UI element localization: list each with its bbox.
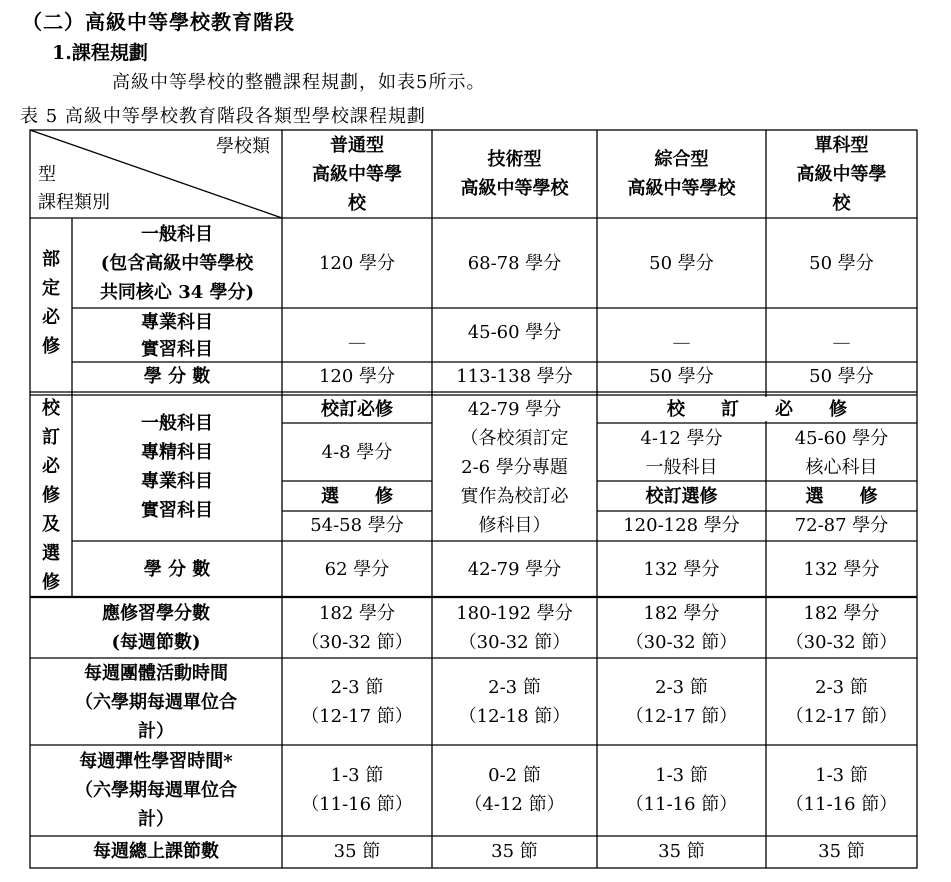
group-school-label: 校 訂 必 修 及 選 修: [42, 398, 60, 593]
corner-mid-label: 型: [38, 164, 56, 185]
professional-credit-cell: —: [348, 332, 366, 353]
flexible-learning-cell: 1-3 節 （11-16 節）: [301, 765, 413, 815]
weekly-total-cell: 35 節: [491, 841, 538, 862]
total-credits-label: 應修習學分數 (每週節數): [102, 603, 210, 653]
elective-header: 選 修: [321, 486, 393, 507]
weekly-total-label: 每週總上課節數: [93, 841, 219, 862]
professional-credit-cell: —: [832, 332, 851, 353]
school-subjects-label: 一般科目 專精科目 專業科目 實習科目: [141, 413, 213, 521]
flexible-learning-cell: 0-2 節 （4-12 節）: [464, 765, 565, 815]
group-activity-label: 每週團體活動時間 （六學期每週單位合 計）: [75, 663, 237, 742]
group-required-label: 部 定 必 修: [42, 249, 60, 357]
flexible-learning-label: 每週彈性學習時間* （六學期每週單位合 計）: [75, 751, 237, 830]
column-header-specialized: 單科型 高級中等學 校: [796, 135, 887, 214]
weekly-total-cell: 35 節: [658, 841, 705, 862]
required-credits-cell: 50 學分: [649, 366, 714, 387]
general-credit-cell: 50 學分: [809, 253, 874, 274]
professional-credit-cell: —: [672, 332, 691, 353]
technical-school-credit-note: 42-79 學分 （各校須訂定 2-6 學分專題 實作為校訂必 修科目）: [460, 399, 569, 536]
subsection-heading: 1.課程規劃: [52, 42, 148, 64]
school-credits-cell: 42-79 學分: [467, 559, 562, 580]
general-subject-label: 一般科目 (包含高級中等學校 共同核心 34 學分): [99, 224, 255, 303]
general-credit-cell: 50 學分: [649, 253, 714, 274]
elective-credit: 54-58 學分: [310, 515, 404, 536]
professional-subject-label: 專業科目 實習科目: [141, 312, 213, 360]
general-credit-cell: 120 學分: [318, 253, 396, 274]
weekly-total-cell: 35 節: [818, 841, 865, 862]
group-activity-cell: 2-3 節 （12-18 節）: [458, 677, 571, 727]
school-credits-cell: 132 學分: [643, 559, 720, 580]
school-required-credit: 4-8 學分: [321, 442, 393, 463]
column-header-comprehensive: 綜合型 高級中等學校: [627, 149, 736, 199]
total-credits-cell: 182 學分 （30-32 節）: [301, 603, 413, 653]
corner-bottom-label: 課程類別: [38, 192, 110, 213]
corner-top-label: 學校類: [216, 136, 270, 157]
group-activity-cell: 2-3 節 （12-17 節）: [785, 677, 898, 727]
school-credits-cell: 132 學分: [803, 559, 880, 580]
weekly-total-cell: 35 節: [333, 841, 381, 862]
column-header-technical: 技術型 高級中等學校: [460, 149, 569, 199]
general-credit-cell: 68-78 學分: [467, 253, 562, 274]
table-caption: 表 5 高級中等學校教育階段各類型學校課程規劃: [20, 106, 426, 127]
comprehensive-required-credit: 4-12 學分 一般科目: [640, 428, 723, 478]
group-activity-cell: 2-3 節 （12-17 節）: [625, 677, 738, 727]
group-activity-cell: 2-3 節 （12-17 節）: [301, 677, 413, 727]
total-credits-cell: 182 學分 （30-32 節）: [625, 603, 738, 653]
school-required-header: 校訂必修: [321, 399, 393, 420]
required-credits-cell: 50 學分: [809, 366, 874, 387]
required-credits-cell: 113-138 學分: [456, 366, 573, 387]
specialized-required-credit: 45-60 學分 核心科目: [794, 428, 889, 478]
school-required-merged-header: 校 訂 必 修: [667, 399, 847, 420]
school-credits-cell: 62 學分: [324, 559, 390, 580]
column-header-general: 普通型 高級中等學 校: [312, 135, 402, 214]
specialized-elective-credit: 72-87 學分: [794, 515, 889, 536]
required-credits-cell: 120 學分: [318, 366, 396, 387]
section-heading: （二）高級中等學校教育階段: [22, 10, 295, 34]
total-credits-cell: 182 學分 （30-32 節）: [785, 603, 898, 653]
total-credits-cell: 180-192 學分 （30-32 節）: [456, 603, 573, 653]
flexible-learning-cell: 1-3 節 （11-16 節）: [625, 765, 738, 815]
comprehensive-elective-credit: 120-128 學分: [623, 515, 740, 536]
school-credits-label: 學 分 數: [143, 559, 211, 580]
specialized-elective-header: 選 修: [805, 486, 878, 507]
required-credits-label: 學 分 數: [143, 366, 211, 387]
flexible-learning-cell: 1-3 節 （11-16 節）: [785, 765, 898, 815]
professional-credit-cell: 45-60 學分: [467, 322, 562, 343]
intro-paragraph: 高級中等學校的整體課程規劃，如表5所示。: [112, 72, 486, 93]
comprehensive-elective-header: 校訂選修: [645, 486, 718, 507]
